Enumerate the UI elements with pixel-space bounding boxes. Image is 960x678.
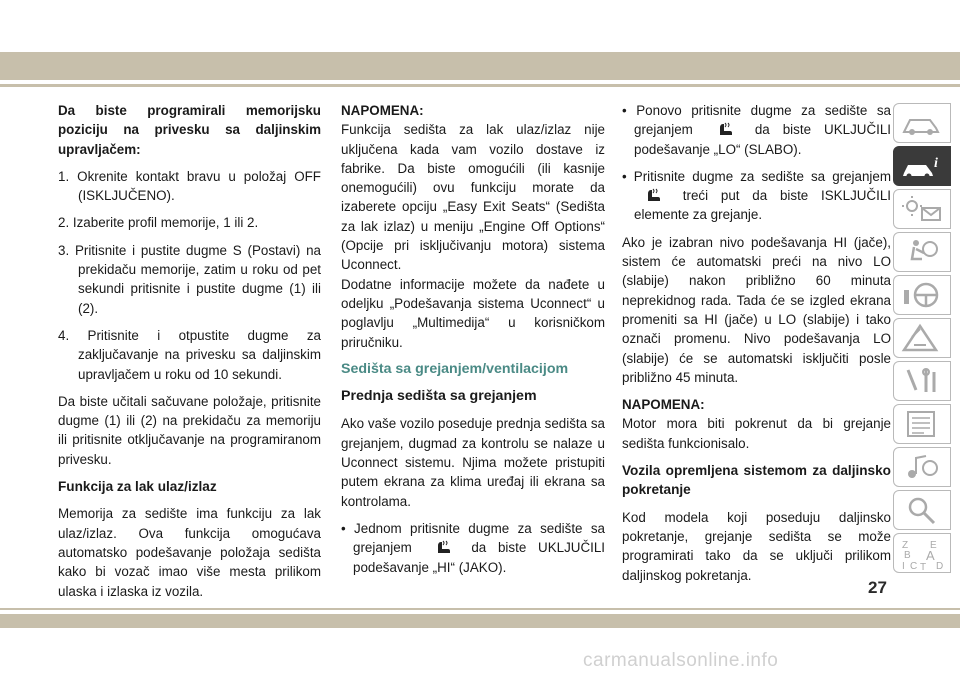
- recall-paragraph: Da biste učitali sačuvane položaje, pritisnite dugme (1) ili (2) na prekidaču za memoriju ili pritisnite otključavanje na programiranom privesku.: [58, 393, 321, 467]
- tab-car-info[interactable]: [893, 146, 951, 186]
- top-rule: [0, 84, 960, 87]
- car-icon: [900, 108, 944, 138]
- bullet-hi-text-a: • Jednom pritisnite dugme za sedište sa grejanjem: [341, 520, 605, 556]
- tab-multimedia[interactable]: [893, 447, 951, 487]
- svg-text:i: i: [934, 156, 938, 171]
- warning-triangle-icon: [900, 323, 944, 353]
- column-1: [58, 101, 321, 609]
- easy-exit-paragraph: Memorija za sedište ima funkciju za lak ulaz/izlaz. Ova funkcija omogućava automatsko podešavanje položaja sedišta kako bi vozač imao više mesta prilikom ulaska i izlaska iz vozila.: [58, 506, 321, 599]
- light-message-icon: [900, 194, 944, 224]
- tab-emergency[interactable]: [893, 318, 951, 358]
- index-letter: B: [904, 550, 911, 561]
- remote-start-heading: Vozila opremljena sistemom za daljinsko pokretanje: [622, 463, 891, 498]
- note-title-2: NAPOMENA:: [622, 397, 705, 413]
- step-4: 4. Pritisnite i otpustite dugme za zaključavanje na privesku sa daljinskim upravljačem u roku od 10 sekundi.: [58, 327, 321, 382]
- top-band: [0, 52, 960, 80]
- note-paragraph-1: Funkcija sedišta za lak ulaz/izlaz nije uključena kada vam vozilo dostave iz fabrike. Da biste omogućili (ili kasnije onemogućili) ovu funkciju morate da izaberete opciju „Easy Exit Seats“ (Sedišta za lak izlaz) u meniju „Engine Off Options“ (Opcije pri isključivanju motora) sistema Uconnect.: [341, 122, 605, 273]
- heated-seat-icon: [706, 122, 742, 136]
- note-engine: Motor mora biti pokrenut da bi grejanje sedišta funkcionisalo.: [622, 416, 891, 451]
- remote-start-paragraph: Kod modela koji poseduju daljinsko pokretanje, grejanje sedišta se može programirati tako da se uključi prilikom daljinskog pokretanja.: [622, 509, 891, 583]
- tab-service[interactable]: [893, 361, 951, 401]
- bottom-rule: [0, 608, 960, 610]
- column-2: [341, 101, 605, 585]
- steering-icon: [900, 280, 944, 310]
- easy-exit-heading: Funkcija za lak ulaz/izlaz: [58, 479, 217, 495]
- bullet-off: [622, 167, 891, 225]
- index-letter: T: [920, 562, 927, 572]
- bullet-off-text-a: • Pritisnite dugme za sedište sa grejanjem: [622, 168, 891, 184]
- tab-customer-assistance[interactable]: [893, 490, 951, 530]
- car-info-icon: [900, 151, 944, 181]
- page-number: 27: [868, 578, 887, 597]
- search-icon: [900, 495, 944, 525]
- bullet-lo-text-a: • Ponovo pritisnite dugme za sedište sa grejanjem: [622, 103, 891, 138]
- index-letter: D: [936, 561, 944, 572]
- tab-safety[interactable]: [893, 232, 951, 272]
- index-letter: E: [930, 540, 937, 551]
- hi-lo-paragraph: Ako je izabran nivo podešavanja HI (jače), sistem će automatski preći na nivo LO (slabije) nakon približno 60 minuta neprekidnog rada. Tada će se izgled ekrana promeniti sa HI (jače) u LO (slabije) i tako označi promenu. Nivo podešavanja LO (slabije) će se automatski isključiti posle približno 45 minuta.: [622, 234, 891, 385]
- heated-seat-icon: [424, 540, 460, 554]
- column-3: [622, 101, 891, 593]
- step-1: 1. Okrenite kontakt bravu u položaj OFF (ISKLJUČENO).: [58, 168, 321, 204]
- index-letter: Z: [902, 540, 909, 551]
- multimedia-icon: [900, 452, 944, 482]
- bottom-band: [0, 614, 960, 628]
- memory-program-heading: Da biste programirali memorijsku poziciju na privesku sa daljinskim upravljačem:: [58, 103, 321, 157]
- tab-specifications[interactable]: [893, 404, 951, 444]
- bullet-lo-text-b: da biste UKLJUČILI podešavanje „LO“ (SLABO).: [634, 122, 891, 157]
- watermark: carmanualsonline.info: [583, 650, 779, 671]
- tools-icon: [900, 366, 944, 396]
- bullet-lo: [622, 101, 891, 159]
- heated-seats-paragraph: Ako vaše vozilo poseduje prednja sedišta sa grejanjem, dugmad za kontrolu se nalaze u Uconnect sistemu. Njima možete pristupiti putem ekrana za klima uređaj ili ekrana sa kontrolama.: [341, 416, 605, 509]
- bullet-off-text-b: treći put da biste ISKLJUČILI elemente za grejanje.: [634, 188, 891, 223]
- step-3: 3. Pritisnite i pustite dugme S (Postavi) na prekidaču memorije, zatim u roku od pet sekundi pritisnite i pustite dugme (1) ili (2).: [58, 242, 321, 316]
- index-letter: I: [902, 561, 905, 572]
- note-title: NAPOMENA:: [341, 103, 424, 118]
- tab-driving[interactable]: [893, 275, 951, 315]
- tab-index[interactable]: [893, 533, 951, 573]
- heated-seat-icon: [634, 188, 670, 202]
- airbag-icon: [900, 237, 944, 267]
- step-2: 2. Izaberite profil memorije, 1 ili 2.: [58, 215, 259, 231]
- index-letters-icon: [900, 538, 944, 572]
- bullet-hi: [341, 519, 605, 577]
- tab-lights-messages[interactable]: [893, 189, 951, 229]
- document-list-icon: [900, 409, 944, 439]
- subsection-heading: Prednja sedišta sa grejanjem: [341, 388, 537, 405]
- section-heading: Sedišta sa grejanjem/ventilacijom: [341, 360, 569, 377]
- index-letter: A: [926, 548, 935, 563]
- bullet-hi-text-b: da biste UKLJUČILI podešavanje „HI“ (JAKO).: [353, 540, 605, 575]
- tab-car[interactable]: [893, 103, 951, 143]
- note-paragraph-2: Dodatne informacije možete da nađete u odeljku „Podešavanja sistema Uconnect“ u poglavlju „Multimedija“ u korisničkom priručniku.: [341, 276, 605, 350]
- index-letter: C: [910, 561, 918, 572]
